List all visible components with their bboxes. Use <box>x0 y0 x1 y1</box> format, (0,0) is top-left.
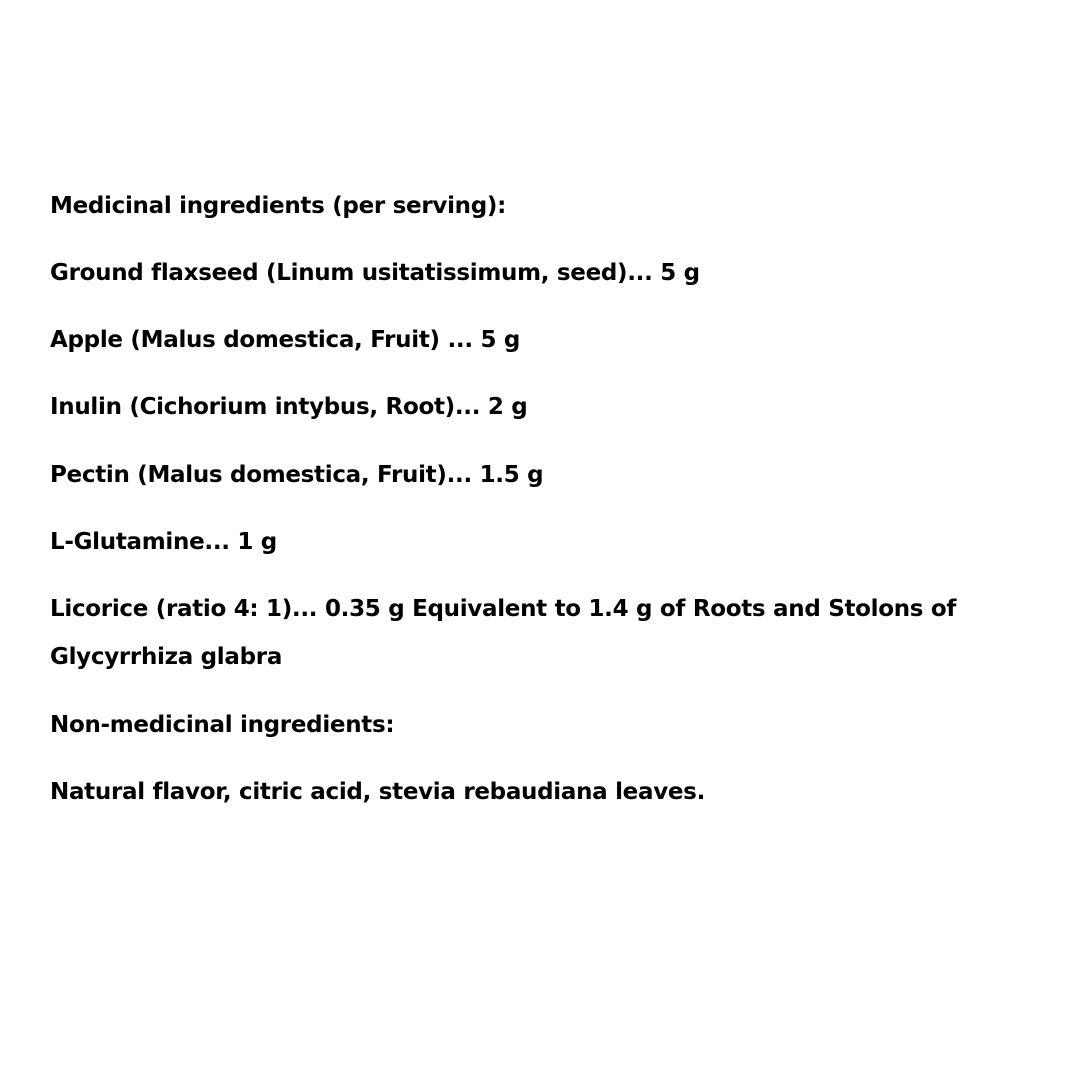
ingredient-inulin: Inulin (Cichorium intybus, Root)... 2 g <box>50 394 528 421</box>
non-medicinal-ingredients-heading: Non-medicinal ingredients: <box>50 711 395 738</box>
medicinal-ingredients-heading: Medicinal ingredients (per serving): <box>50 193 506 219</box>
ingredients-document <box>50 194 1050 847</box>
ingredient-ground-flaxseed: Ground flaxseed (Linum usitatissimum, seed)... 5 g <box>50 260 700 287</box>
ingredient-apple: Apple (Malus domestica, Fruit) ... 5 g <box>50 327 521 354</box>
ingredient-licorice: Licorice (ratio 4: 1)... 0.35 g Equivalent to 1.4 g of Roots and Stolons of Glycyrrhiza glabra <box>50 595 957 670</box>
ingredient-pectin: Pectin (Malus domestica, Fruit)... 1.5 g <box>50 461 544 488</box>
ingredient-l-glutamine: L-Glutamine... 1 g <box>50 528 277 555</box>
non-medicinal-ingredients-list: Natural flavor, citric acid, stevia rebaudiana leaves. <box>50 778 706 805</box>
